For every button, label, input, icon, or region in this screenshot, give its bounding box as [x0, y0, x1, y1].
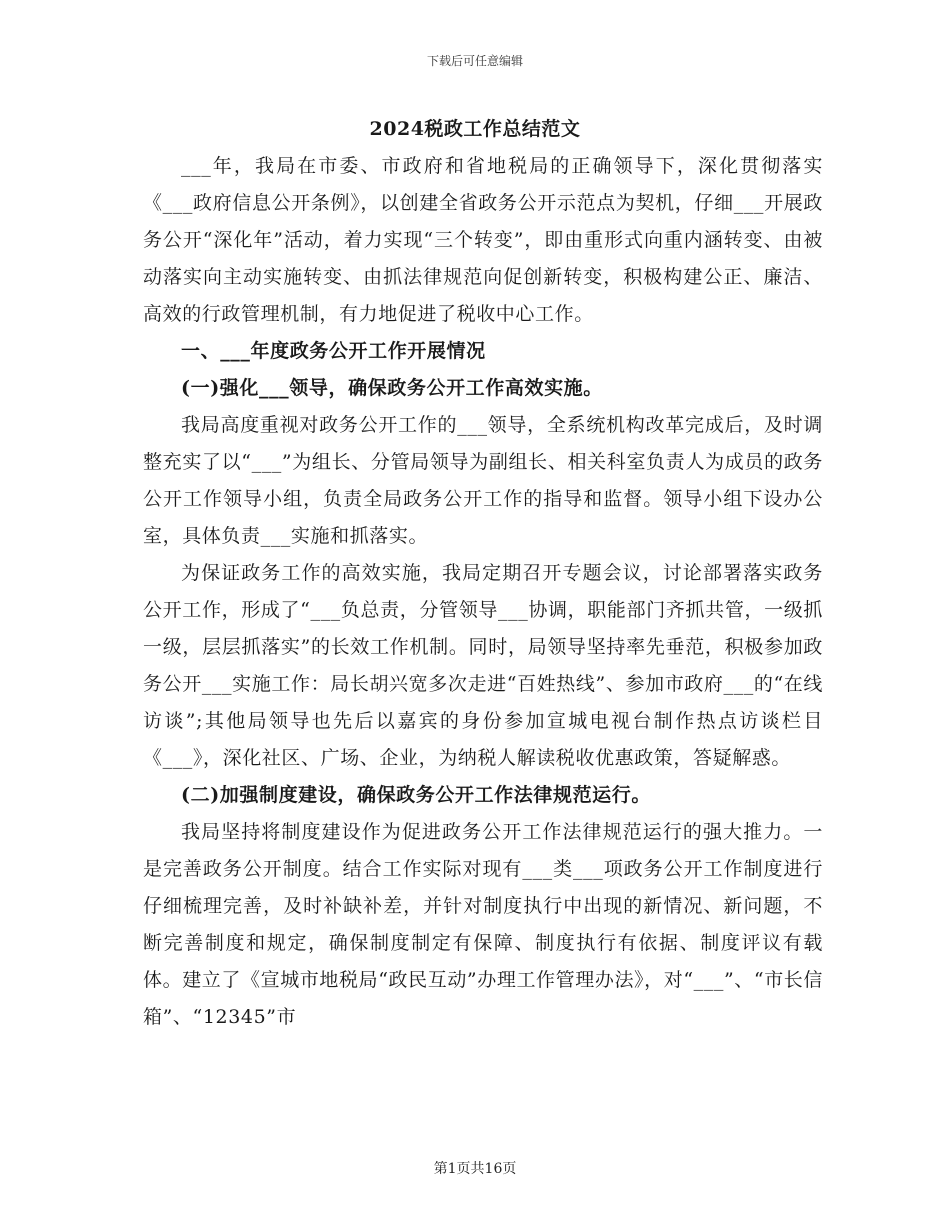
- paragraph-intro: ___年，我局在市委、市政府和省地税局的正确领导下，深化贯彻落实《___政府信息公开条例》，以创建全省政务公开示范点为契机，仔细___开展政务公开“深化年”活动，着力实现“三个转变”，即由重形式向重内涵转变、由被动落实向主动实施转变、由抓法律规范向促创新转变，积极构建公正、廉洁、高效的行政管理机制，有力地促进了税收中心工作。: [143, 155, 823, 325]
- paragraph-system: 我局坚持将制度建设作为促进政务公开工作法律规范运行的强大推力。一是完善政务公开制度。结合工作实际对现有___类___项政务公开工作制度进行仔细梳理完善，及时补缺补差，并针对制度执行中出现的新情况、新问题，不断完善制度和规定，确保制度制定有保障、制度执行有依据、制度评议有载体。建立了《宣城市地税局“政民互动”办理工作管理办法》，对“___”、“市长信箱”、“12345”市: [143, 821, 823, 1028]
- subsection-heading-2: (二)加强制度建设，确保政务公开工作法律规范运行。: [181, 784, 651, 806]
- section-heading-1: 一、___年度政务公开工作开展情况: [181, 340, 486, 362]
- paragraph-leadership: 我局高度重视对政务公开工作的___领导，全系统机构改革完成后，及时调整充实了以“___”为组长、分管局领导为副组长、相关科室负责人为成员的政务公开工作领导小组，负责全局政务公开工作的指导和监督。领导小组下设办公室，具体负责___实施和抓落实。: [143, 414, 823, 547]
- subsection-heading-1: (一)强化___领导，确保政务公开工作高效实施。: [181, 377, 603, 399]
- document-title: 2024税政工作总结范文: [369, 118, 581, 140]
- paragraph-mechanism: 为保证政务工作的高效实施，我局定期召开专题会议，讨论部署落实政务公开工作，形成了“___负总责，分管领导___协调，职能部门齐抓共管，一级抓一级，层层抓落实”的长效工作机制。同时，局领导坚持率先垂范，积极参加政务公开___实施工作：局长胡兴宽多次走进“百姓热线”、参加市政府___的“在线访谈”;其他局领导也先后以嘉宾的身份参加宣城电视台制作热点访谈栏目《___》，深化社区、广场、企业，为纳税人解读税收优惠政策，答疑解惑。: [143, 562, 823, 769]
- header-note: 下载后可任意编辑: [426, 54, 523, 68]
- document-body: [143, 148, 823, 1036]
- page-number: 第1页共16页: [433, 1161, 517, 1177]
